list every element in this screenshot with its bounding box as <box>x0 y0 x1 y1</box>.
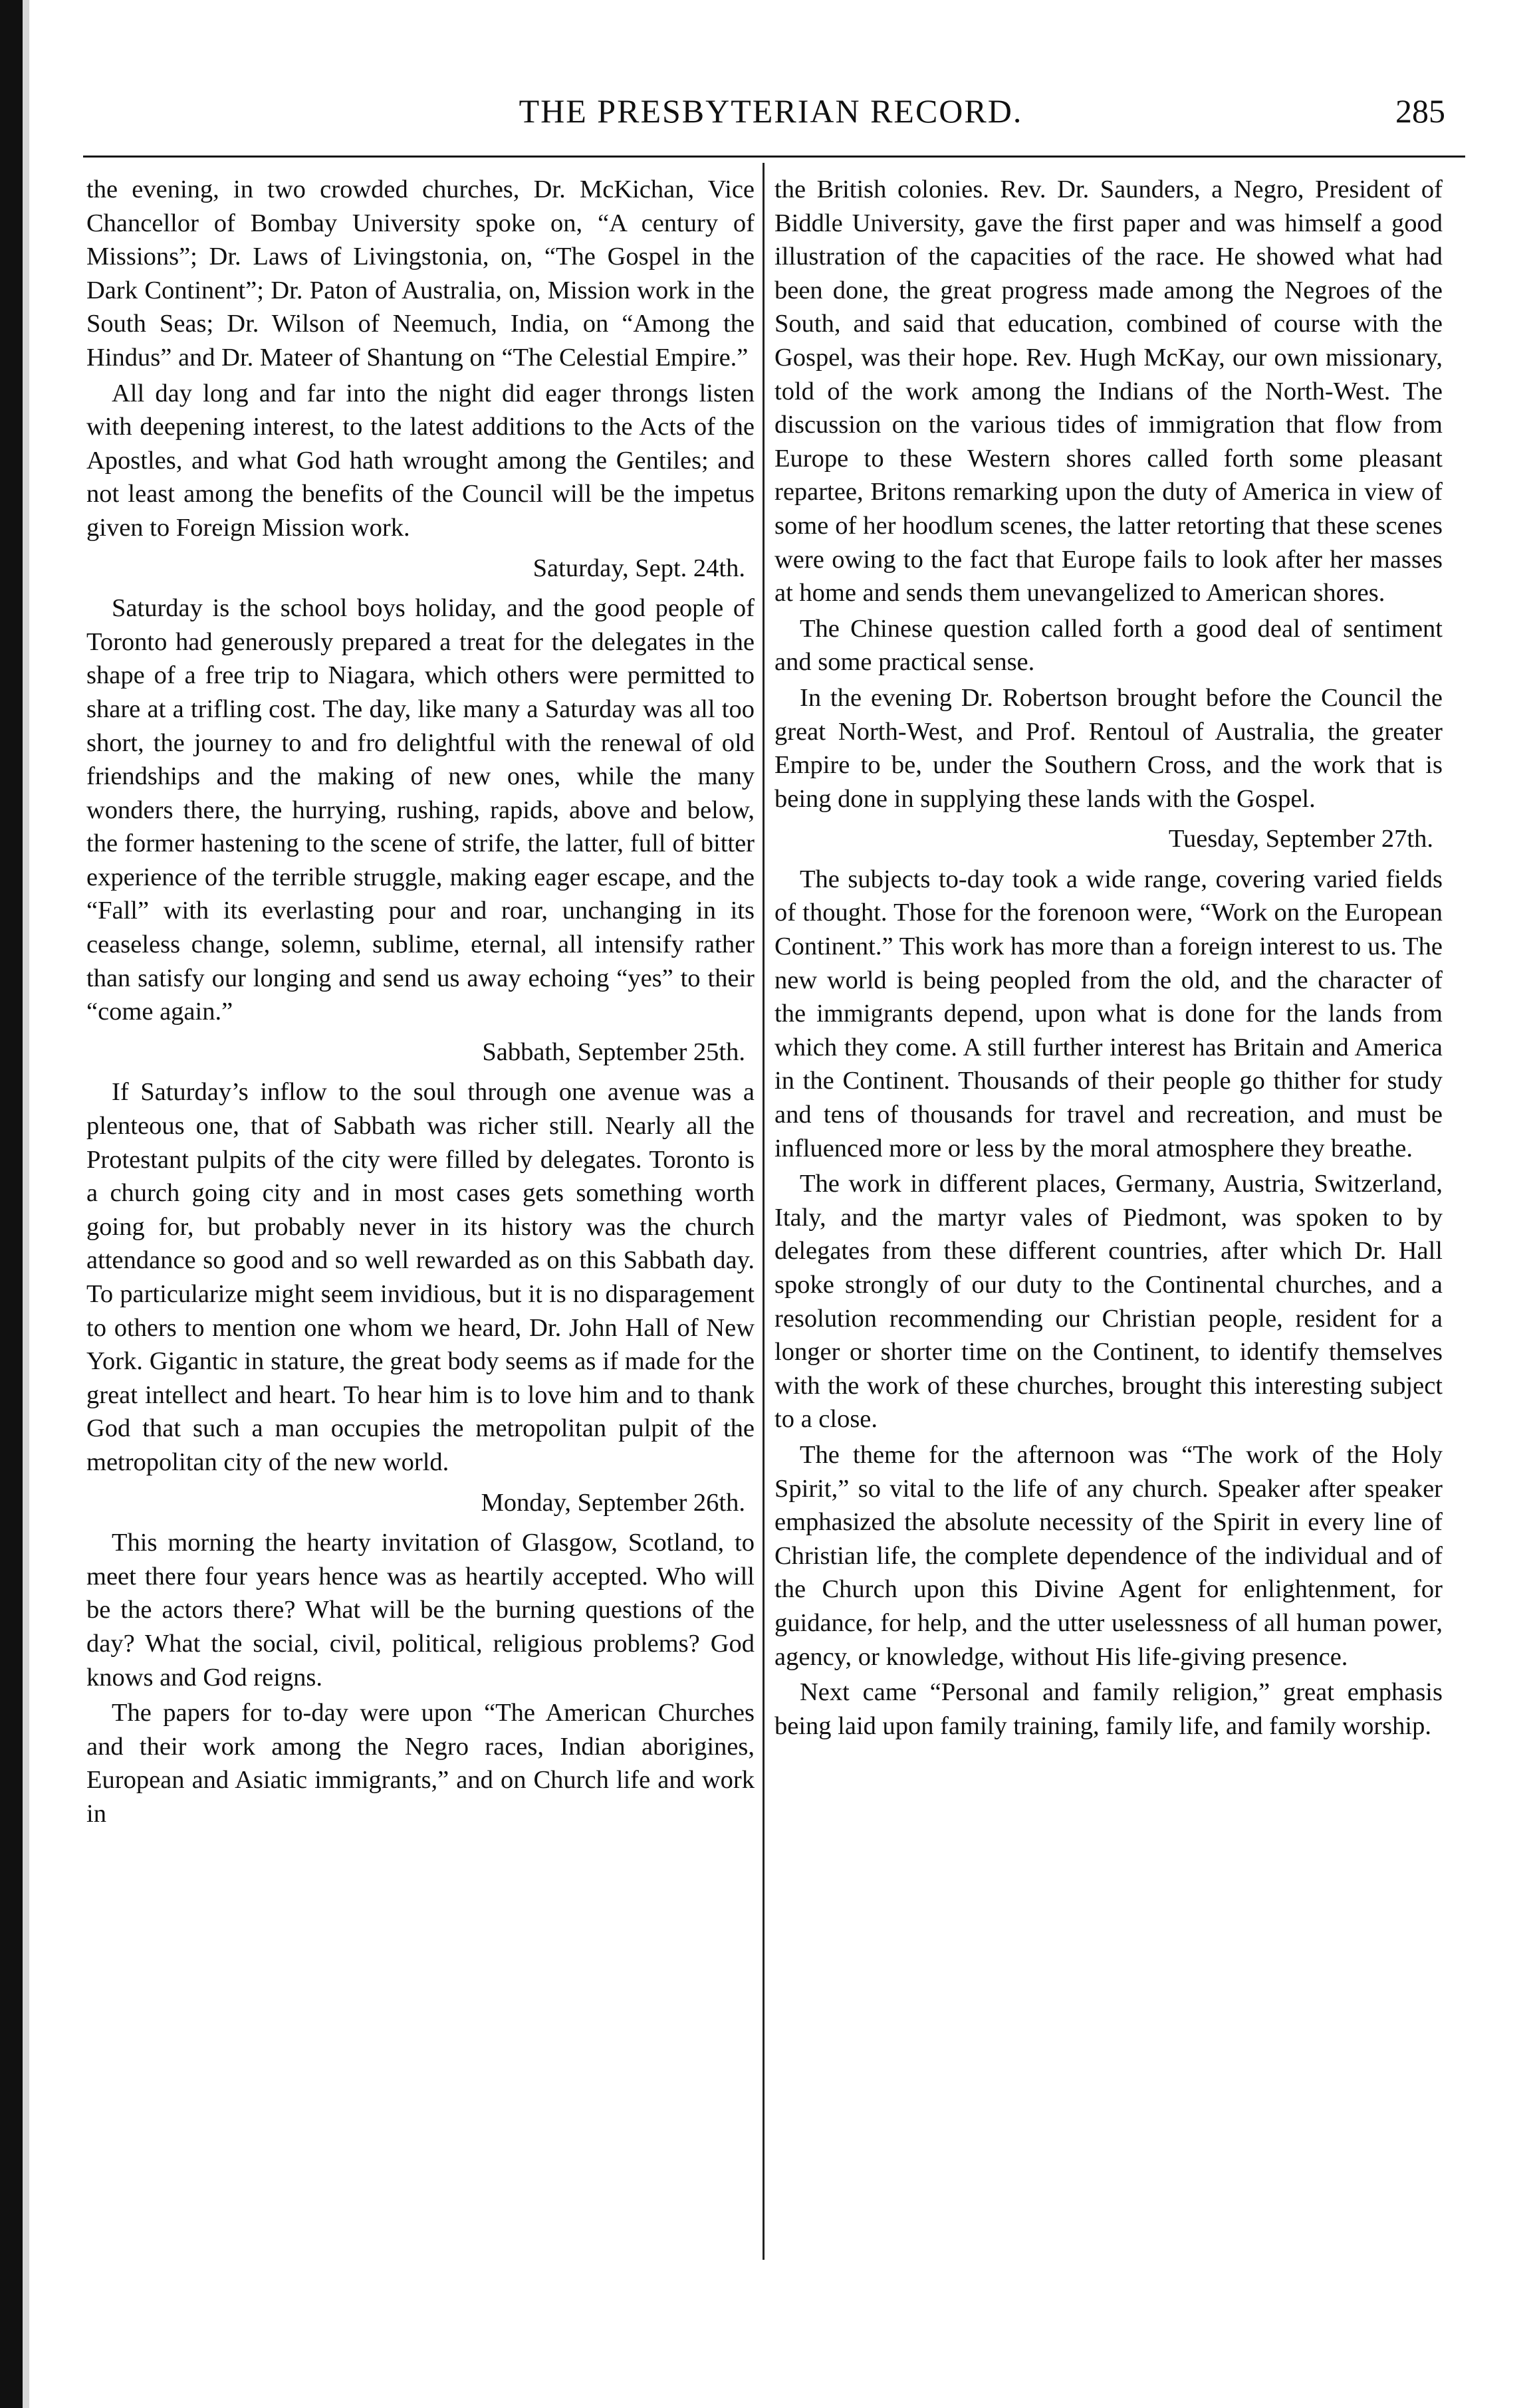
running-title: THE PRESBYTERIAN RECORD. <box>519 92 1023 130</box>
section-dateline: Tuesday, September 27th. <box>1168 825 1433 853</box>
paragraph: The Chinese question called forth a good deal of sentiment and some practical sense. <box>774 614 1443 677</box>
column-divider <box>763 163 765 2260</box>
paragraph: In the evening Dr. Robertson brought before the Council the great North-West, and Prof. Rentoul of Australia, the greater Empire to be, under the Southern Cross, and the work that is being done in supplying these lands with the Gospel. <box>774 683 1443 813</box>
paragraph: The papers for to-day were upon “The American Churches and their work among the Negro races, Indian aborigines, European and Asiatic immigrants,” and on Church life and work in <box>86 1699 755 1828</box>
section-dateline: Sabbath, September 25th. <box>482 1038 745 1066</box>
page-header <box>76 88 1465 148</box>
paragraph: If Saturday’s inflow to the soul through one avenue was a plenteous one, that of Sabbath was richer still. Nearly all the Protestant pulpits of the city were filled by delegates. Toronto is a church going city and in most cases gets something worth going for, but probably never in its history was the church attendance so good and so well rewarded as on this Sabbath day. To particularize might seem invidious, but it is no disparagement to others to mention one whom we heard, Dr. John Hall of New York. Gigantic in stature, the great body seems as if made for the great intellect and heart. To hear him is to love him and to thank God that such a man occupies the metropolitan pulpit of the metropolitan city of the new world. <box>86 1078 755 1476</box>
paragraph: All day long and far into the night did eager throngs listen with deepening interest, to the latest additions to the Acts of the Apostles, and what God hath wrought among the Gentiles; and not least among the benefits of the Council will be the impetus given to Foreign Mission work. <box>86 379 755 542</box>
paragraph: This morning the hearty invitation of Glasgow, Scotland, to meet there four years hence was as heartily accepted. Who will be the actors there? What will be the burning questions of the day? What the social, civil, political, religious problems? God knows and God reigns. <box>86 1529 755 1692</box>
binding-edge-gap <box>23 0 29 2408</box>
right-column <box>774 173 1443 1745</box>
paragraph: Next came “Personal and family religion,” great emphasis being laid upon family training, family life, and family worship. <box>774 1678 1443 1740</box>
paragraph: Saturday is the school boys holiday, and the good people of Toronto had generously prepared a treat for the delegates in the shape of a free trip to Niagara, which others were permitted to share at a trifling cost. The day, like many a Saturday was all too short, the journey to and fro delightful with the renewal of old friendships and the making of new ones, while the many wonders there, the hurrying, rushing, rapids, above and below, the former hastening to the scene of strife, the latter, full of bitter experience of the terrible struggle, making eager escape, and the “Fall” with its everlasting pour and roar, unchanging in its ceaseless change, solemn, sublime, eternal, all intensify rather than satisfy our longing and send us away echoing “yes” to their “come again.” <box>86 594 755 1026</box>
header-rule <box>83 156 1465 158</box>
section-dateline: Saturday, Sept. 24th. <box>532 554 745 582</box>
binding-edge-shadow <box>0 0 23 2408</box>
paragraph: The theme for the afternoon was “The work of the Holy Spirit,” so vital to the life of any church. Speaker after speaker emphasized the absolute necessity of the Spirit in every line of Christian life, the complete dependence of the individual and of the Church upon this Divine Agent for enlightenment, for guidance, for help, and the utter uselessness of all human power, agency, or knowledge, without His life-giving presence. <box>774 1440 1443 1671</box>
left-column <box>86 173 755 1833</box>
paragraph-continued: the British colonies. Rev. Dr. Saunders, a Negro, President of Biddle University, gave the first paper and was himself a good illustration of the capacities of the race. He showed what had been done, the great progress made among the Negroes of the South, and said that education, combined of course with the Gospel, was their hope. Rev. Hugh McKay, our own missionary, told of the work among the Indians of the North-West. The discussion on the various tides of immigration that flow from Europe to these Western shores called forth some pleasant repartee, Britons remarking upon the duty of America in view of some of her hoodlum scenes, the latter retorting that these scenes were owing to the fact that Europe fails to look after her masses at home and sends them unevangelized to American shores. <box>774 175 1443 607</box>
paragraph-continued: the evening, in two crowded churches, Dr. McKichan, Vice Chancellor of Bombay University spoke on, “A century of Missions”; Dr. Laws of Livingstonia, on, “The Gospel in the Dark Continent”; Dr. Paton of Australia, on, Mission work in the South Seas; Dr. Wilson of Neemuch, India, on “Among the Hindus” and Dr. Mateer of Shantung on “The Celestial Empire.” <box>86 175 755 372</box>
paragraph: The work in different places, Germany, Austria, Switzerland, Italy, and the martyr vales of Piedmont, was spoken to by delegates from these different countries, after which Dr. Hall spoke strongly of our duty to the Continental churches, and a resolution recommending our Christian people, resident for a longer or shorter time on the Continent, to identify themselves with the work of these churches, brought this interesting subject to a close. <box>774 1170 1443 1434</box>
page-number: 285 <box>1395 92 1445 130</box>
section-dateline: Monday, September 26th. <box>481 1488 745 1517</box>
paragraph: The subjects to-day took a wide range, covering varied fields of thought. Those for the forenoon were, “Work on the European Continent.” This work has more than a foreign interest to us. The new world is being peopled from the old, and the character of the immigrants depend, upon what is done for the lands from which they come. A still further interest has Britain and America in the Continent. Thousands of their people go thither for study and tens of thousands for travel and recreation, and must be influenced more or less by the moral atmosphere they breathe. <box>774 865 1443 1162</box>
